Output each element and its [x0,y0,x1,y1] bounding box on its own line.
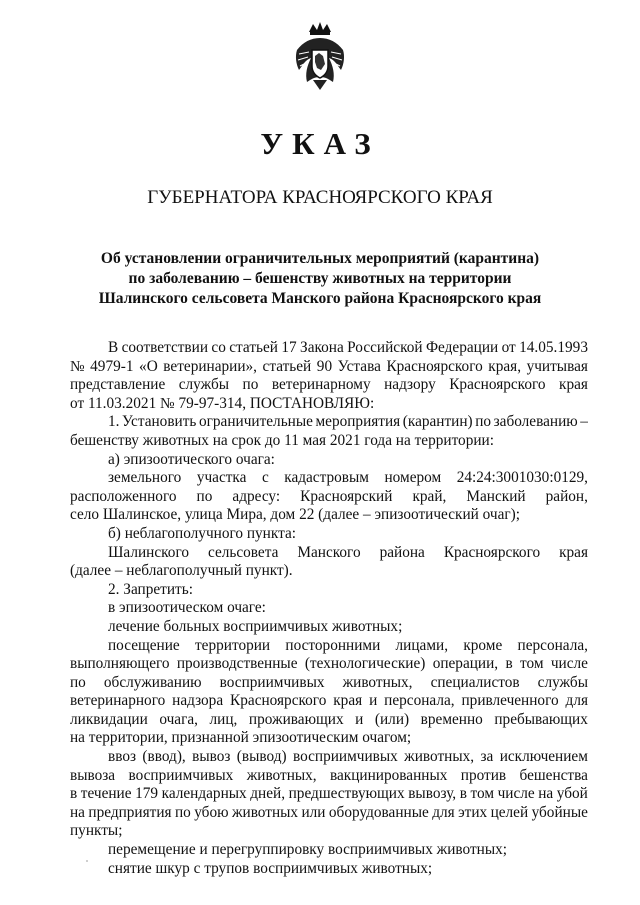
scan-speck [86,860,88,862]
clause-2d: снятие шкур с трупов восприимчивых животных; [108,859,433,877]
visit-line-5: ликвидации очага, лиц, проживающих и (или) временно пребывающих [70,710,588,728]
clause-1b: б) неблагополучного пункта: [108,524,297,542]
decree-heading [0,249,640,309]
import-line-3: в течение 179 календарных дней, предшествующих вывозу, в том числе на убой [70,785,588,803]
heading-line: Об установлении ограничительных мероприятий (карантина) [100,250,540,267]
locality-paragraph [70,544,588,581]
plot-line-2: расположенного по адресу: Красноярский край, Манский район, [70,487,588,505]
plot-paragraph [70,469,588,525]
decree-body [70,339,588,878]
plot-line-1: земельного участка с кадастровым номером 24:24:3001030:0129, [108,469,588,487]
locality-line-1: Шалинского сельсовета Манского района Красноярского края [108,543,588,561]
plot-line-3: село Шалинское, улица Мира, дом 22 (далее – эпизоотический очаг); [70,506,520,524]
clause-1-line-1: 1. Установить ограничительные мероприятия (карантин) по заболеванию – [108,413,588,431]
visit-line-3: по обслуживанию восприимчивых животных, специалистов службы [70,673,588,691]
visit-paragraph [70,637,588,749]
clause-2b: лечение больных восприимчивых животных; [108,617,403,635]
coat-of-arms-emblem [289,20,351,92]
import-line-2: вывоза восприимчивых животных, вакцинированных против бешенства [70,766,588,784]
issuer-subtitle: ГУБЕРНАТОРА КРАСНОЯРСКОГО КРАЯ [147,187,493,208]
intro-line-4: от 11.03.2021 № 79-97-314, ПОСТАНОВЛЯЮ: [70,394,375,412]
heading-line: Шалинского сельсовета Манского района Красноярского края [98,290,542,307]
clause-2: 2. Запретить: [108,580,193,598]
heading-line: по заболеванию – бешенству животных на территории [128,270,512,287]
visit-line-6: на территории, признанной эпизоотическим очагом; [70,729,412,747]
clause-1a: а) эпизоотического очага: [108,450,275,468]
import-line-5: пункты; [70,822,123,840]
clause-2a: в эпизоотическом очаге: [108,599,266,617]
intro-line-2: № 4979-1 «О ветеринарии», статьей 90 Устава Красноярского края, учитывая [70,357,588,375]
intro-paragraph [70,339,588,413]
clause-1-line-2: бешенству животных на срок до 11 мая 2021 года на территории: [70,431,494,449]
visit-line-2: выполняющего производственные (технологические) операции, в том числе [70,655,588,673]
import-line-1: ввоз (ввод), вывоз (вывод) восприимчивых животных, за исключением [108,748,588,766]
locality-line-2: (далее – неблагополучный пункт). [70,562,293,580]
import-line-4: на предприятия по убою животных или оборудованные для этих целей убойные [70,803,588,821]
visit-line-4: ветеринарного надзора Красноярского края и персонала, привлеченного для [70,692,588,710]
visit-line-1: посещение территории посторонними лицами, кроме персонала, [108,636,588,654]
clause-2c: перемещение и перегруппировку восприимчивых животных; [108,841,508,859]
intro-line-1: В соответствии со статьей 17 Закона Российской Федерации от 14.05.1993 [108,339,588,356]
clause-1 [70,413,588,450]
intro-line-3: представление службы по ветеринарному надзору Красноярского края [70,376,588,394]
import-paragraph [70,748,588,841]
decree-title: УКАЗ [260,126,380,161]
